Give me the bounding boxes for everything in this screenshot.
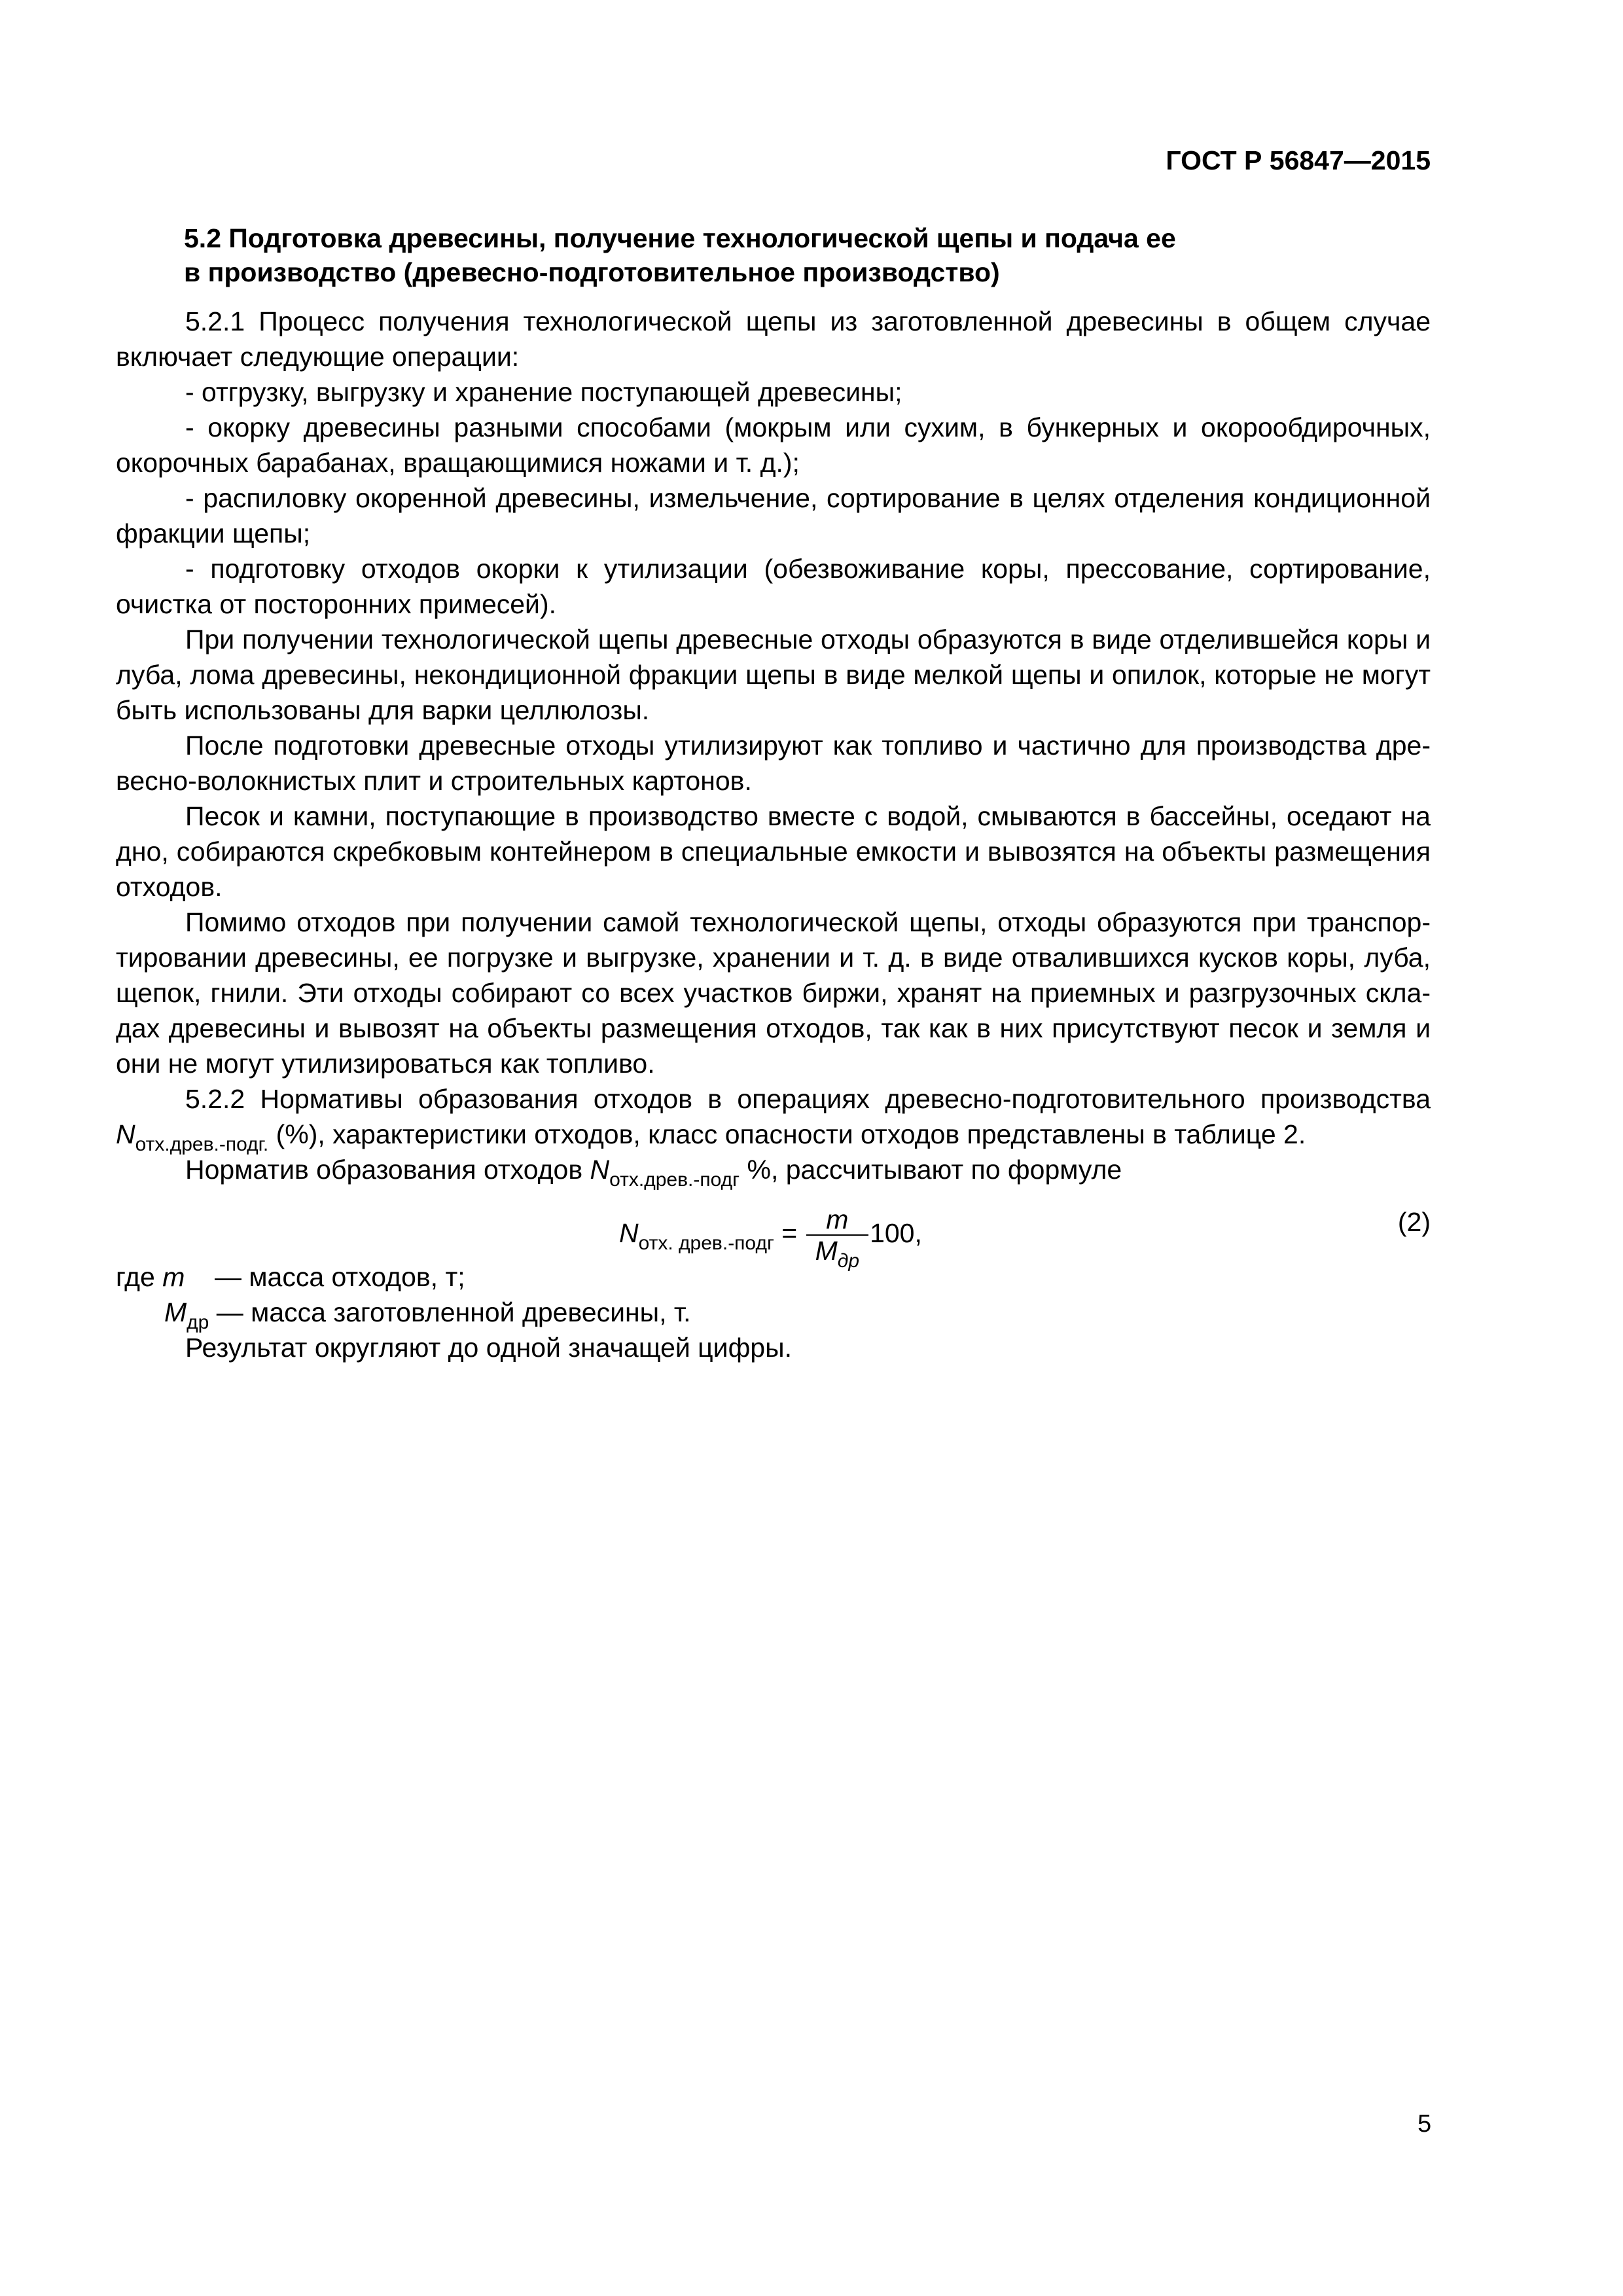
section-heading-line-2: в производство (древесно-подготовительное производство) <box>184 257 1000 287</box>
formula-numerator: m <box>806 1204 868 1236</box>
formula-fraction <box>806 1204 868 1272</box>
paragraph-transport-waste: Помимо отходов при получении самой технологической щепы, отходы образуются при транспортировании древесины, ее погрузке и выгрузке, хранении и т. д. в виде отвалившихся кусков коры, луба, щепок, гнили. Эти отходы собирают со всех участков биржи, хранят на приемных и разгрузочных складах древесины и вывозят на объекты размещения отходов, так как в них присутствуют песок и земля и они не могут утилизироваться как топливо. <box>116 907 1438 1079</box>
operation-item-waste-preparation: - подготовку отходов окорки к утилизации (обезвоживание коры, прессование, сортирование, очистка от посторонних примесей). <box>116 554 1438 619</box>
paragraph-5-2-2 <box>116 1081 1431 1155</box>
page-content <box>116 221 1438 1365</box>
definition-M-subscript: др <box>187 1312 209 1333</box>
formula-denominator-subscript: др <box>837 1250 860 1272</box>
where-label: где <box>116 1262 163 1292</box>
closing-sentence: Результат округляют до одной значащей цифры. <box>185 1333 792 1363</box>
section-heading <box>116 221 1431 289</box>
formula-equals: = <box>774 1217 805 1248</box>
paragraph-norm-formula-intro <box>116 1152 1431 1191</box>
paragraph-5-2-2-end: (%), характеристики отходов, класс опасности отходов представлены в таблице 2. <box>268 1119 1306 1149</box>
formula-2 <box>116 1187 1431 1272</box>
definition-M <box>116 1295 1431 1333</box>
definition-m-text: — масса отходов, т; <box>185 1262 465 1292</box>
formula-intro-start: Норматив образования отходов <box>185 1155 590 1185</box>
body-text <box>116 304 1438 1365</box>
formula-intro-subscript: отх.древ.-подг <box>609 1169 740 1191</box>
formula-expression <box>619 1204 922 1272</box>
paragraph-5-2-2-start: 5.2.2 Нормативы образования отходов в операциях древесно-подготовительного производства <box>185 1084 1431 1114</box>
norm-symbol: N <box>116 1119 135 1149</box>
paragraph-waste-formation: При получении технологической щепы древесные отходы образуются в виде отделившейся коры и луба, лома древесины, некондиционной фракции щепы в виде мелкой щепы и опилок, которые не могут быть использованы для варки целлюлозы. <box>116 624 1438 725</box>
formula-lhs-symbol: N <box>619 1217 639 1248</box>
norm-subscript: отх.древ.-подг. <box>135 1134 269 1155</box>
definition-m-symbol: m <box>162 1262 185 1292</box>
formula-multiplier: 100, <box>870 1217 922 1248</box>
formula-lhs-subscript: отх. древ.-подг <box>638 1232 774 1254</box>
paragraph-waste-utilization: После подготовки древесные отходы утилизируют как топливо и частично для производства древесно-волокнистых плит и строительных картонов. <box>116 730 1431 796</box>
formula-number: (2) <box>1397 1207 1431 1237</box>
document-code: ГОСТ Р 56847—2015 <box>1166 145 1431 175</box>
formula-denominator <box>806 1236 868 1272</box>
section-heading-line-1: 5.2 Подготовка древесины, получение технологической щепы и подача ее <box>184 223 1176 253</box>
operation-item-sawing: - распиловку окоренной древесины, измельчение, сортирование в целях отделения кондиционной фракции щепы; <box>116 483 1438 548</box>
formula-denominator-symbol: М <box>815 1236 838 1266</box>
definition-M-text: — масса заготовленной древесины, т. <box>209 1297 691 1327</box>
page-number: 5 <box>1418 2110 1432 2138</box>
formula-intro-symbol: N <box>590 1155 610 1185</box>
formula-intro-end: %, рассчитывают по формуле <box>740 1155 1122 1185</box>
operation-item-debarking: - окорку древесины разными способами (мокрым или сухим, в бункерных и окорообдирочных, окорочных барабанах, вращающимися ножами и т. д.); <box>116 412 1438 478</box>
definition-M-symbol: М <box>164 1297 187 1327</box>
operation-item-unloading: - отгрузку, выгрузку и хранение поступающей древесины; <box>185 377 902 407</box>
paragraph-5-2-1: 5.2.1 Процесс получения технологической щепы из заготовленной древесины в общем случае включает следующие операции: <box>116 306 1438 372</box>
paragraph-sand-stones: Песок и камни, поступающие в производство вместе с водой, смываются в бассейны, оседают на дно, собираются скребковым контейнером в специальные емкости и вывозятся на объекты размещения отходов. <box>116 801 1438 902</box>
